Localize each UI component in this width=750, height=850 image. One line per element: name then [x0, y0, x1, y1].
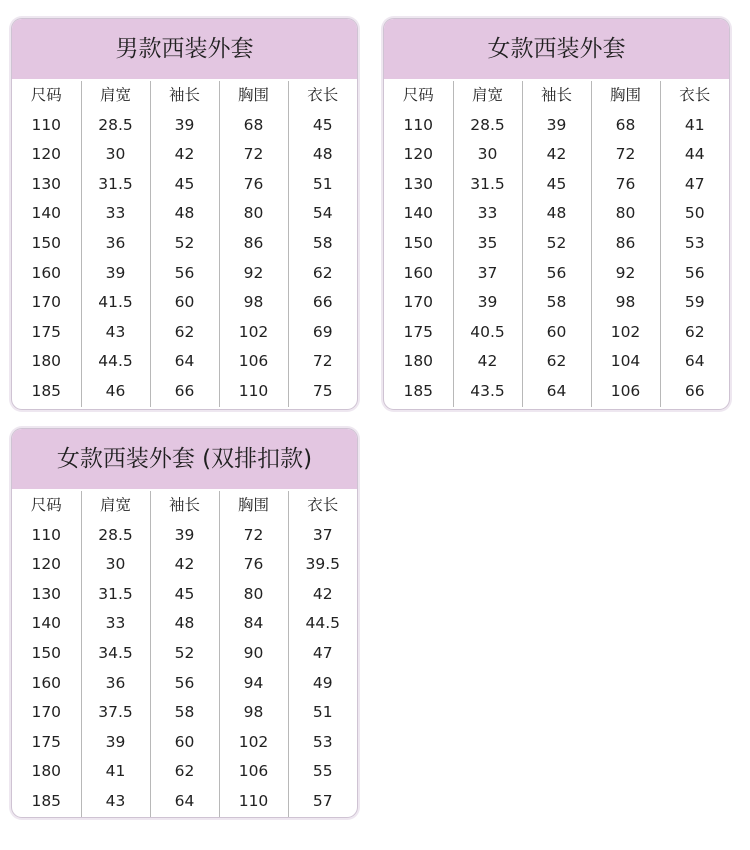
table-row: [12, 609, 357, 639]
table-cell: 150: [31, 644, 62, 663]
table-cell: 43: [81, 318, 150, 348]
table-row: [12, 639, 357, 669]
table-cell: 72: [288, 347, 357, 377]
table-cell: 68: [591, 111, 660, 141]
table-cell: 64: [522, 377, 591, 407]
table-cell: 52: [522, 229, 591, 259]
table-cell: 140: [31, 614, 62, 633]
column-header: 尺码: [402, 86, 434, 105]
table-cell: 102: [219, 318, 288, 348]
card-header: [12, 429, 357, 489]
table-cell: 140: [403, 204, 434, 223]
table-row: [12, 728, 357, 758]
table-cell: 160: [31, 673, 62, 692]
table-cell: 66: [660, 377, 729, 407]
table-cell: 185: [403, 381, 434, 400]
size-table: [12, 81, 357, 407]
table-row: [12, 550, 357, 580]
table-cell: 102: [591, 318, 660, 348]
table-cell: 185: [31, 381, 62, 400]
table-cell: 48: [288, 140, 357, 170]
table-cell: 175: [31, 322, 62, 341]
table-row: [384, 199, 729, 229]
table-cell: 40.5: [453, 318, 522, 348]
table-cell: 28.5: [81, 521, 150, 551]
table-row: [12, 318, 357, 348]
table-row: [12, 521, 357, 551]
size-chart-card-womens-blazer: [383, 18, 730, 410]
table-row: [12, 199, 357, 229]
table-cell: 37.5: [81, 698, 150, 728]
table-cell: 180: [31, 352, 62, 371]
table-cell: 84: [219, 609, 288, 639]
table-cell: 28.5: [453, 111, 522, 141]
table-cell: 76: [219, 550, 288, 580]
table-cell: 170: [31, 293, 62, 312]
table-cell: 64: [150, 347, 219, 377]
table-row: [12, 170, 357, 200]
table-cell: 50: [660, 199, 729, 229]
table-cell: 92: [219, 259, 288, 289]
table-cell: 56: [522, 259, 591, 289]
table-cell: 58: [288, 229, 357, 259]
table-cell: 56: [660, 259, 729, 289]
column-header: 肩宽: [81, 491, 150, 521]
table-cell: 56: [150, 669, 219, 699]
table-cell: 130: [31, 174, 62, 193]
table-cell: 180: [403, 352, 434, 371]
size-chart-card-mens-blazer: [11, 18, 358, 410]
table-cell: 60: [150, 728, 219, 758]
table-cell: 37: [288, 521, 357, 551]
table-cell: 53: [660, 229, 729, 259]
table-header-row: [12, 491, 357, 521]
table-cell: 98: [219, 288, 288, 318]
table-cell: 39: [522, 111, 591, 141]
table-cell: 180: [31, 762, 62, 781]
table-cell: 110: [31, 115, 62, 134]
table-row: [12, 288, 357, 318]
table-cell: 31.5: [453, 170, 522, 200]
table-row: [384, 111, 729, 141]
table-cell: 69: [288, 318, 357, 348]
column-header: 衣长: [660, 81, 729, 111]
table-row: [12, 698, 357, 728]
table-cell: 64: [150, 787, 219, 817]
table-cell: 110: [403, 115, 434, 134]
table-cell: 42: [522, 140, 591, 170]
table-cell: 34.5: [81, 639, 150, 669]
table-cell: 62: [288, 259, 357, 289]
column-header: 肩宽: [453, 81, 522, 111]
table-cell: 140: [31, 204, 62, 223]
table-cell: 80: [219, 580, 288, 610]
table-cell: 53: [288, 728, 357, 758]
table-cell: 86: [219, 229, 288, 259]
card-header: [384, 19, 729, 79]
table-cell: 39: [150, 111, 219, 141]
table-cell: 80: [591, 199, 660, 229]
table-cell: 80: [219, 199, 288, 229]
table-cell: 42: [150, 140, 219, 170]
table-cell: 42: [150, 550, 219, 580]
table-cell: 41.5: [81, 288, 150, 318]
table-row: [12, 259, 357, 289]
table-cell: 66: [288, 288, 357, 318]
table-cell: 42: [288, 580, 357, 610]
table-cell: 62: [150, 757, 219, 787]
table-cell: 51: [288, 698, 357, 728]
table-cell: 43: [81, 787, 150, 817]
column-header: 胸围: [219, 81, 288, 111]
table-cell: 35: [453, 229, 522, 259]
table-cell: 48: [150, 609, 219, 639]
card-title: 女款西装外套 (双排扣款): [56, 446, 313, 472]
table-cell: 33: [81, 609, 150, 639]
table-cell: 170: [31, 703, 62, 722]
table-cell: 175: [31, 732, 62, 751]
table-cell: 44.5: [288, 609, 357, 639]
table-cell: 41: [81, 757, 150, 787]
table-cell: 60: [150, 288, 219, 318]
table-cell: 45: [522, 170, 591, 200]
table-cell: 72: [219, 140, 288, 170]
column-header: 衣长: [288, 491, 357, 521]
table-cell: 90: [219, 639, 288, 669]
card-title: 男款西装外套: [115, 36, 254, 62]
table-cell: 76: [219, 170, 288, 200]
table-cell: 59: [660, 288, 729, 318]
table-cell: 160: [31, 263, 62, 282]
table-row: [12, 140, 357, 170]
table-cell: 39: [453, 288, 522, 318]
table-cell: 43.5: [453, 377, 522, 407]
table-cell: 49: [288, 669, 357, 699]
table-row: [12, 787, 357, 817]
table-cell: 39: [150, 521, 219, 551]
table-cell: 45: [150, 580, 219, 610]
size-chart-card-womens-double-breasted-blazer: [11, 428, 358, 818]
table-row: [384, 318, 729, 348]
table-cell: 39: [81, 728, 150, 758]
table-row: [384, 288, 729, 318]
table-cell: 55: [288, 757, 357, 787]
column-header: 尺码: [30, 496, 62, 515]
table-cell: 75: [288, 377, 357, 407]
table-row: [384, 229, 729, 259]
table-row: [384, 170, 729, 200]
table-cell: 110: [31, 525, 62, 544]
table-cell: 30: [453, 140, 522, 170]
table-cell: 62: [522, 347, 591, 377]
table-row: [384, 377, 729, 407]
table-cell: 106: [591, 377, 660, 407]
table-cell: 51: [288, 170, 357, 200]
table-cell: 39.5: [288, 550, 357, 580]
table-cell: 72: [591, 140, 660, 170]
column-header: 袖长: [150, 491, 219, 521]
table-cell: 130: [403, 174, 434, 193]
table-cell: 62: [660, 318, 729, 348]
table-cell: 110: [219, 787, 288, 817]
table-row: [12, 347, 357, 377]
table-cell: 150: [403, 234, 434, 253]
table-cell: 41: [660, 111, 729, 141]
table-cell: 30: [81, 140, 150, 170]
table-cell: 36: [81, 669, 150, 699]
table-cell: 150: [31, 234, 62, 253]
table-cell: 62: [150, 318, 219, 348]
table-cell: 92: [591, 259, 660, 289]
table-cell: 31.5: [81, 580, 150, 610]
table-row: [384, 347, 729, 377]
table-cell: 52: [150, 639, 219, 669]
table-cell: 45: [150, 170, 219, 200]
table-row: [12, 111, 357, 141]
table-cell: 33: [453, 199, 522, 229]
table-row: [12, 377, 357, 407]
table-cell: 94: [219, 669, 288, 699]
table-cell: 46: [81, 377, 150, 407]
card-title: 女款西装外套: [487, 36, 626, 62]
table-cell: 175: [403, 322, 434, 341]
table-cell: 120: [31, 555, 62, 574]
table-header-row: [384, 81, 729, 111]
table-row: [384, 259, 729, 289]
column-header: 胸围: [219, 491, 288, 521]
table-cell: 170: [403, 293, 434, 312]
column-header: 肩宽: [81, 81, 150, 111]
table-row: [384, 140, 729, 170]
table-cell: 37: [453, 259, 522, 289]
table-row: [12, 580, 357, 610]
table-cell: 60: [522, 318, 591, 348]
table-cell: 33: [81, 199, 150, 229]
table-row: [12, 669, 357, 699]
table-cell: 54: [288, 199, 357, 229]
table-row: [12, 229, 357, 259]
table-cell: 44.5: [81, 347, 150, 377]
table-cell: 98: [219, 698, 288, 728]
table-cell: 52: [150, 229, 219, 259]
table-cell: 185: [31, 791, 62, 810]
table-cell: 57: [288, 787, 357, 817]
table-cell: 48: [522, 199, 591, 229]
table-cell: 98: [591, 288, 660, 318]
column-header: 袖长: [522, 81, 591, 111]
column-header: 尺码: [30, 86, 62, 105]
table-header-row: [12, 81, 357, 111]
table-row: [12, 757, 357, 787]
table-cell: 58: [522, 288, 591, 318]
table-cell: 36: [81, 229, 150, 259]
table-cell: 30: [81, 550, 150, 580]
table-cell: 56: [150, 259, 219, 289]
table-cell: 106: [219, 347, 288, 377]
table-cell: 64: [660, 347, 729, 377]
table-cell: 106: [219, 757, 288, 787]
table-cell: 44: [660, 140, 729, 170]
table-cell: 104: [591, 347, 660, 377]
table-cell: 58: [150, 698, 219, 728]
size-table: [384, 81, 729, 407]
column-header: 袖长: [150, 81, 219, 111]
table-cell: 39: [81, 259, 150, 289]
table-cell: 76: [591, 170, 660, 200]
table-cell: 28.5: [81, 111, 150, 141]
table-cell: 68: [219, 111, 288, 141]
table-cell: 120: [31, 145, 62, 164]
table-cell: 66: [150, 377, 219, 407]
table-cell: 42: [453, 347, 522, 377]
column-header: 胸围: [591, 81, 660, 111]
table-cell: 110: [219, 377, 288, 407]
table-cell: 102: [219, 728, 288, 758]
table-cell: 47: [288, 639, 357, 669]
table-cell: 48: [150, 199, 219, 229]
table-cell: 120: [403, 145, 434, 164]
table-cell: 47: [660, 170, 729, 200]
table-cell: 130: [31, 584, 62, 603]
size-table: [12, 491, 357, 817]
table-cell: 160: [403, 263, 434, 282]
table-cell: 31.5: [81, 170, 150, 200]
column-header: 衣长: [288, 81, 357, 111]
card-header: [12, 19, 357, 79]
table-cell: 45: [288, 111, 357, 141]
table-cell: 72: [219, 521, 288, 551]
table-cell: 86: [591, 229, 660, 259]
